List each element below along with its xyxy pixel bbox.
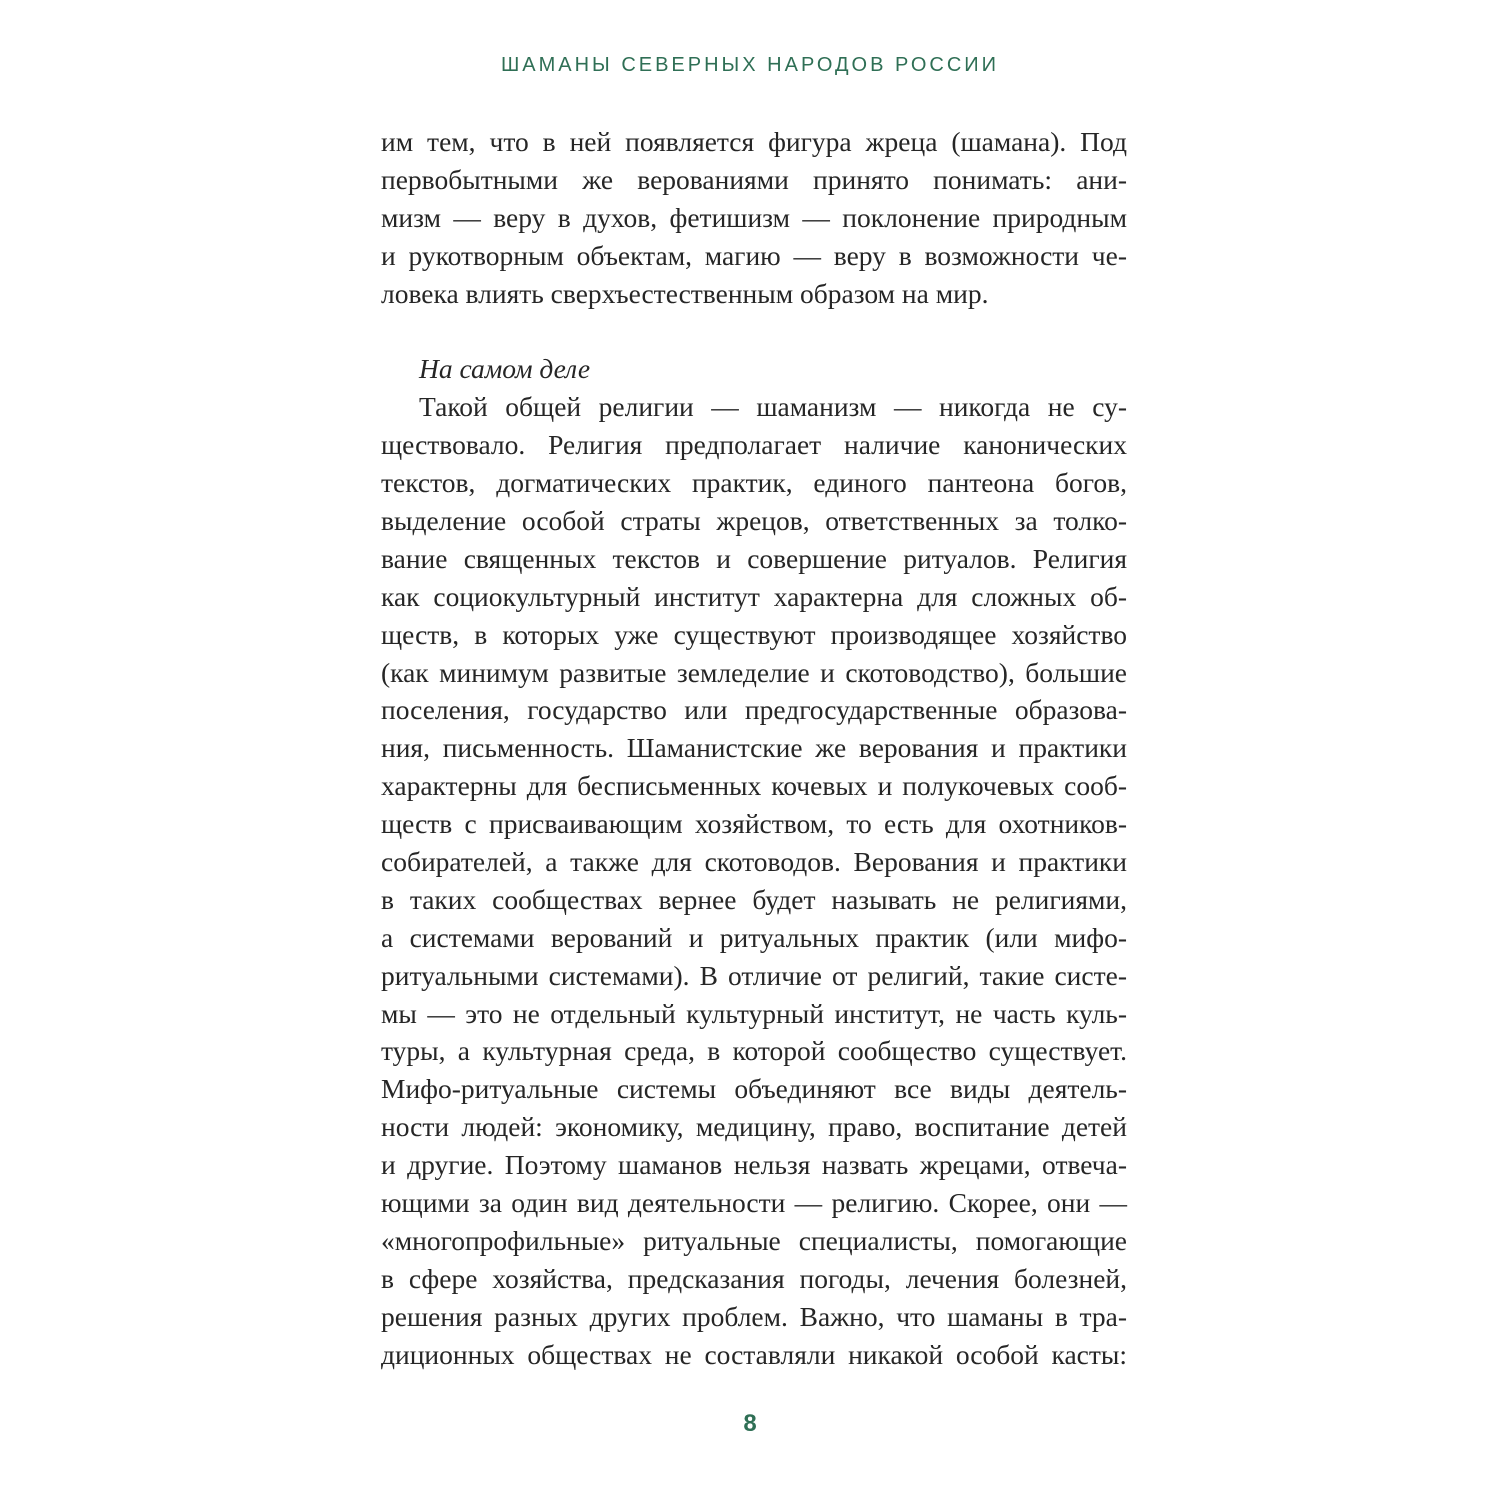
text-line: в сфере хозяйства, предсказания погоды, лечения болезней, <box>381 1262 1127 1294</box>
text-line: а системами верований и ритуальных практик (или мифо- <box>381 921 1127 953</box>
text-line: решения разных других проблем. Важно, что шаманы в тра- <box>381 1300 1127 1332</box>
text-line: текстов, догматических практик, единого пантеона богов, <box>381 467 1127 499</box>
text-line: Мифо-ритуальные системы объединяют все виды деятель- <box>381 1073 1127 1105</box>
text-line: мизм — веру в духов, фетишизм — поклонение природным <box>381 201 1127 233</box>
text-line: поселения, государство или предгосударственные образова- <box>381 694 1127 726</box>
text-line: «многопрофильные» ритуальные специалисты, помогающие <box>381 1224 1127 1256</box>
text-line: ществ, в которых уже существуют производящее хозяйство <box>381 618 1127 650</box>
text-line: туры, а культурная среда, в которой сообщество существует. <box>381 1035 1127 1067</box>
text-line: и другие. Поэтому шаманов нельзя назвать жрецами, отвеча- <box>381 1149 1127 1181</box>
text-line: им тем, что в ней появляется фигура жреца (шамана). Под <box>381 126 1127 157</box>
text-line: ющими за один вид деятельности — религию. Скорее, они — <box>381 1187 1127 1219</box>
text-line: Такой общей религии — шаманизм — никогда не су- <box>419 391 1127 423</box>
text-line: ния, письменность. Шаманистские же верования и практики <box>381 732 1127 764</box>
text-line: ловека влиять сверхъестественным образом на мир. <box>381 277 989 309</box>
paragraph-gap <box>381 312 1127 350</box>
text-line: и рукотворным объектам, магию — веру в возможности че- <box>381 239 1127 271</box>
text-line: вание священных текстов и совершение ритуалов. Религия <box>381 542 1127 574</box>
page-number: 8 <box>743 1410 757 1437</box>
text-line: собирателей, а также для скотоводов. Верования и практики <box>381 846 1127 878</box>
text-line: ритуальными системами). В отличие от религий, такие систе- <box>381 959 1127 991</box>
paragraph-1 <box>381 123 1127 312</box>
text-line: характерны для бесписьменных кочевых и полукочевых сооб- <box>381 770 1127 802</box>
text-line: первобытными же верованиями принято понимать: ани- <box>381 163 1127 195</box>
body-text <box>381 123 1127 1374</box>
text-line: ности людей: экономику, медицину, право, воспитание детей <box>381 1111 1127 1143</box>
text-line: в таких сообществах вернее будет называть не религиями, <box>381 883 1127 915</box>
text-line: выделение особой страты жрецов, ответственных за толко- <box>381 505 1127 537</box>
text-line: ществ с присваивающим хозяйством, то есть для охотников- <box>381 808 1127 840</box>
text-line: диционных обществах не составляли никакой особой касты: <box>381 1338 1127 1370</box>
text-line: мы — это не отдельный культурный институт, не часть куль- <box>381 997 1127 1029</box>
text-line: ществовало. Религия предполагает наличие канонических <box>381 429 1127 461</box>
running-header: ШАМАНЫ СЕВЕРНЫХ НАРОДОВ РОССИИ <box>500 54 1000 76</box>
text-line: (как минимум развитые земледелие и скотоводство), большие <box>381 656 1127 688</box>
paragraph-2 <box>381 388 1127 1373</box>
text-line: как социокультурный институт характерна для сложных об- <box>381 580 1127 612</box>
section-subheading: На самом деле <box>419 353 591 385</box>
